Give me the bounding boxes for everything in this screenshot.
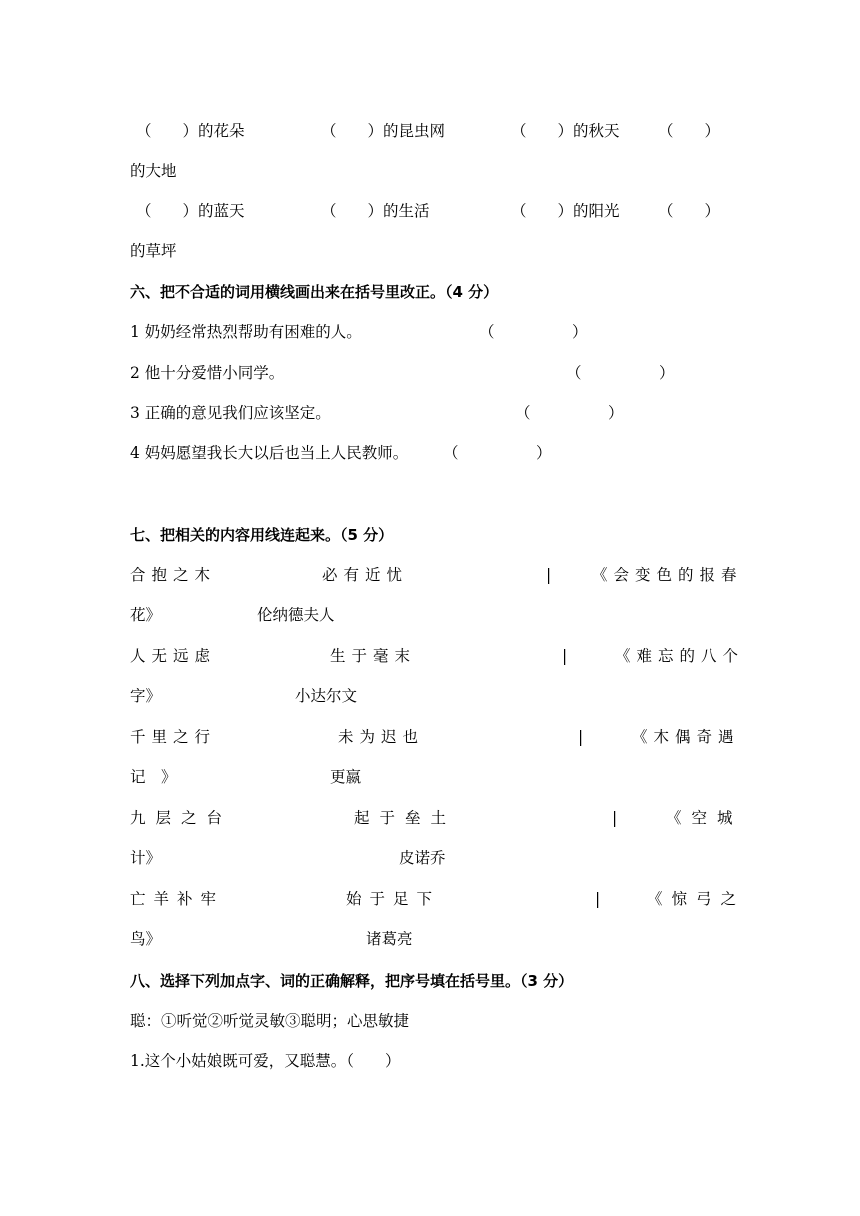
blank-item: （ ）: [658, 202, 721, 220]
character-name: 更嬴: [330, 768, 362, 786]
blank-item: （ ）的阳光: [511, 202, 620, 220]
story-title: 《惊弓之: [647, 890, 746, 908]
section5-row2-wrap: 的草坪: [130, 242, 177, 260]
character-name: 小达尔文: [295, 687, 358, 705]
idiom-second-half: 起于垒土: [354, 809, 457, 827]
question-item: 1.这个小姑娘既可爱，又聪慧。（ ）: [130, 1052, 401, 1070]
item-text: 4 妈妈愿望我长大以后也当上人民教师。: [130, 444, 409, 462]
definition-line: 聪：①听觉②听觉灵敏③聪明；心思敏捷: [130, 1012, 410, 1030]
separator: |: [562, 647, 568, 665]
item-text: 2 他十分爱惜小同学。: [130, 364, 285, 382]
answer-blank: （ ）: [443, 444, 552, 462]
story-title-wrap: 花》: [130, 606, 162, 624]
story-title-wrap: 计》: [130, 849, 162, 867]
idiom-first-half: 人无远虑: [130, 647, 217, 665]
blank-item: （ ）: [658, 122, 721, 140]
separator: |: [595, 890, 601, 908]
blank-item: （ ）的秋天: [511, 122, 620, 140]
section6-heading: 六、把不合适的词用横线画出来在括号里改正。（4 分）: [130, 283, 499, 301]
item-text: 1 奶奶经常热烈帮助有困难的人。: [130, 323, 362, 341]
blank-item: （ ）的蓝天: [136, 202, 245, 220]
blank-item: （ ）的花朵: [136, 122, 245, 140]
story-title: 《木偶奇遇: [632, 728, 740, 746]
idiom-first-half: 千里之行: [130, 728, 217, 746]
idiom-second-half: 必有近忧: [322, 566, 409, 584]
story-title: 《空城: [666, 809, 743, 827]
story-title-wrap: 字》: [130, 687, 162, 705]
section8-heading: 八、选择下列加点字、词的正确解释，把序号填在括号里。（3 分）: [130, 972, 574, 990]
idiom-first-half: 合抱之木: [130, 566, 217, 584]
separator: |: [578, 728, 584, 746]
item-text: 3 正确的意见我们应该坚定。: [130, 404, 331, 422]
section5-row1-wrap: 的大地: [130, 162, 177, 180]
answer-blank: （ ）: [515, 404, 624, 422]
blank-item: （ ）的生活: [321, 202, 430, 220]
answer-blank: （ ）: [479, 323, 588, 341]
story-title-wrap: 鸟》: [130, 930, 162, 948]
story-title-wrap: 记 》: [130, 768, 177, 786]
separator: |: [612, 809, 618, 827]
story-title: 《会变色的报春: [592, 566, 743, 584]
idiom-second-half: 生于毫末: [330, 647, 417, 665]
idiom-first-half: 亡羊补牢: [130, 890, 225, 908]
blank-item: （ ）的昆虫网: [321, 122, 446, 140]
idiom-second-half: 始于足下: [346, 890, 441, 908]
character-name: 伦纳德夫人: [257, 606, 335, 624]
separator: |: [546, 566, 552, 584]
idiom-first-half: 九层之台: [130, 809, 233, 827]
answer-blank: （ ）: [566, 364, 675, 382]
character-name: 皮诺乔: [399, 849, 446, 867]
idiom-second-half: 未为迟也: [338, 728, 425, 746]
character-name: 诸葛亮: [366, 930, 413, 948]
story-title: 《难忘的八个: [615, 647, 745, 665]
section7-heading: 七、把相关的内容用线连起来。（5 分）: [130, 526, 394, 544]
